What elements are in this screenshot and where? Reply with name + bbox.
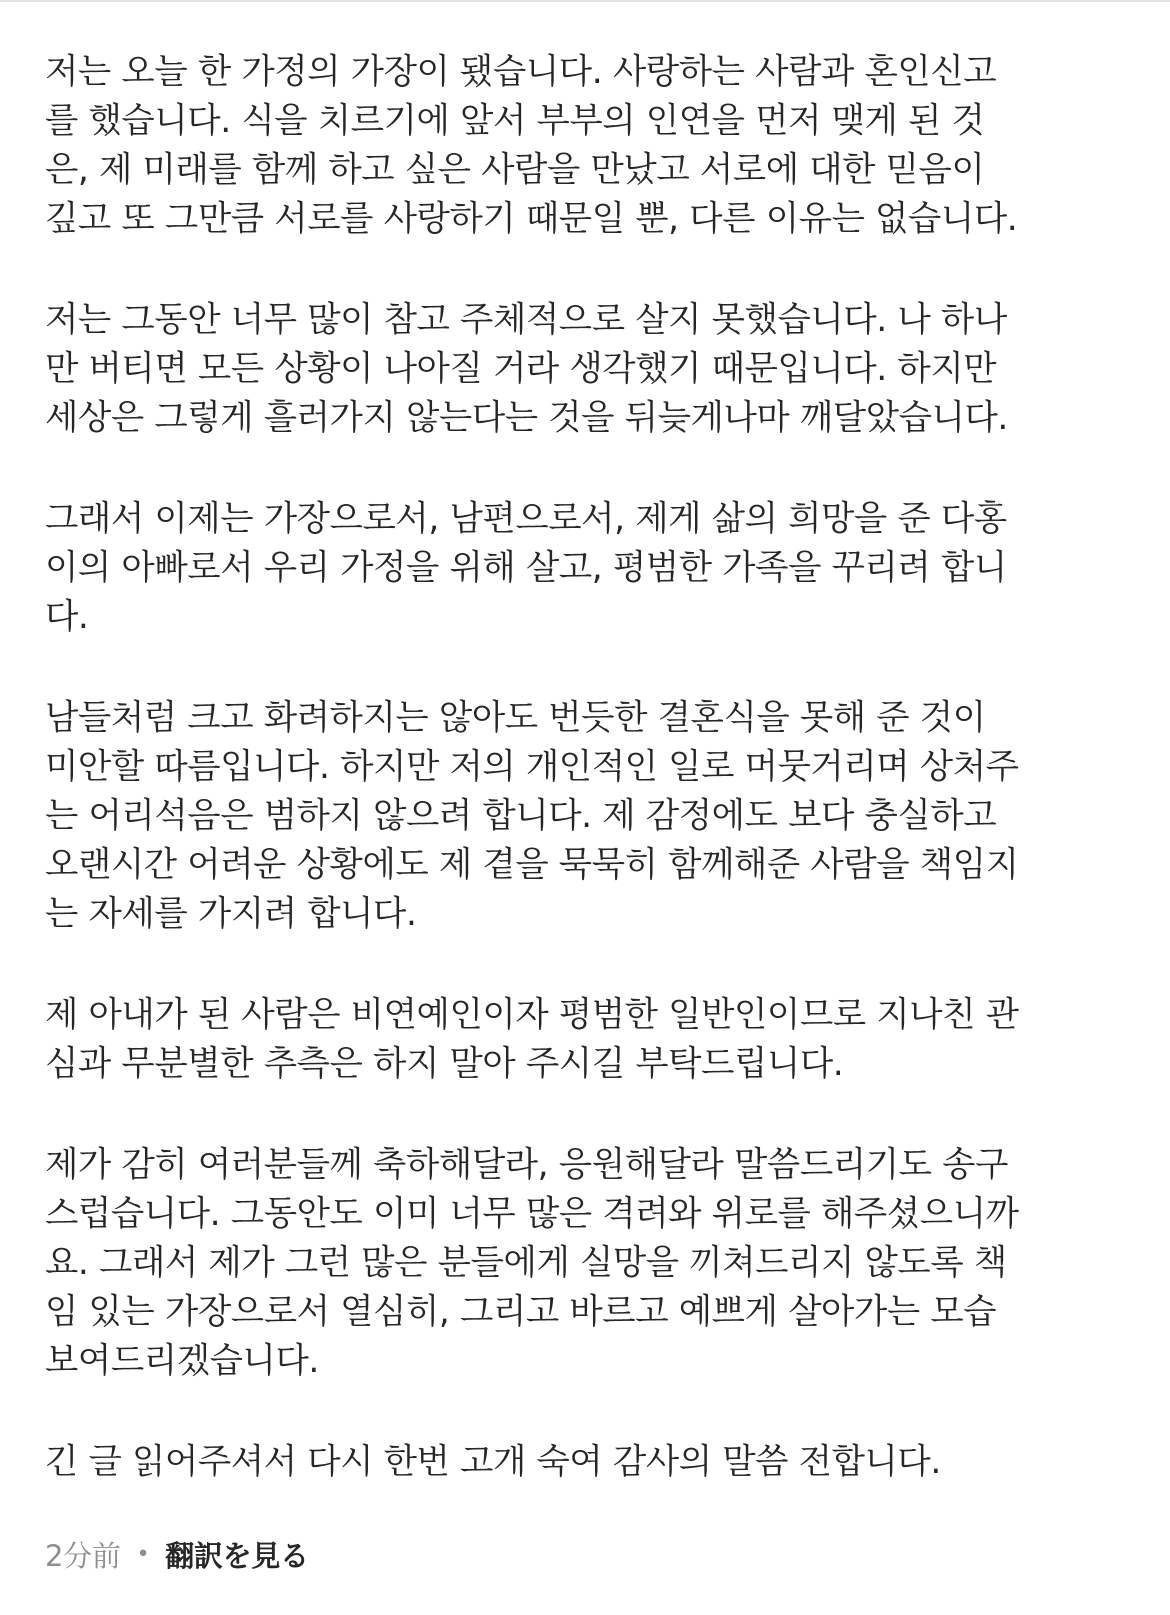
text-line: 만 버티면 모든 상황이 나아질 거라 생각했기 때문입니다. 하지만 (45, 349, 997, 389)
text-line: 저는 오늘 한 가정의 가장이 됐습니다. 사랑하는 사람과 혼인신고 (45, 52, 997, 92)
text-line: 는 어리석음은 범하지 않으려 합니다. 제 감정에도 보다 충실하고 (45, 796, 997, 836)
top-divider (0, 0, 1170, 2)
text-line: 보여드리겠습니다. (45, 1341, 319, 1381)
text-line: 미안할 따름입니다. 하지만 저의 개인적인 일로 머뭇거리며 상처주 (45, 747, 1019, 787)
text-line: 은, 제 미래를 함께 하고 싶은 사람을 만났고 서로에 대한 믿음이 (45, 150, 985, 190)
text-line: 는 자세를 가지려 합니다. (45, 894, 417, 934)
text-line: 를 했습니다. 식을 치르기에 앞서 부부의 인연을 먼저 맺게 된 것 (45, 101, 985, 141)
text-line: 이의 아빠로서 우리 가정을 위해 살고, 평범한 가족을 꾸리려 합니 (45, 548, 1007, 588)
text-line: 제가 감히 여러분들께 축하해달라, 응원해달라 말씀드리기도 송구 (45, 1145, 1008, 1185)
see-translation-link[interactable]: 翻訳を見る (165, 1538, 309, 1573)
text-line: 요. 그래서 제가 그런 많은 분들에게 실망을 끼쳐드리지 않도록 책 (45, 1243, 1007, 1283)
separator-dot: • (136, 1541, 150, 1567)
text-line: 심과 무분별한 추측은 하지 말아 주시길 부탁드립니다. (45, 1044, 844, 1084)
paragraph-3 (45, 495, 1135, 642)
paragraph-4 (45, 694, 1135, 939)
paragraph-1 (45, 48, 1135, 244)
paragraph-6 (45, 1141, 1135, 1386)
text-line: 남들처럼 크고 화려하지는 않아도 번듯한 결혼식을 못해 준 것이 (45, 698, 986, 738)
text-line: 제 아내가 된 사람은 비연예인이자 평범한 일반인이므로 지나친 관 (45, 995, 1019, 1035)
paragraph-7 (45, 1438, 1135, 1487)
text-line: 스럽습니다. 그동안도 이미 너무 많은 격려와 위로를 해주셨으니까 (45, 1194, 1019, 1234)
paragraph-5 (45, 991, 1135, 1089)
timestamp: 2分前 (45, 1538, 121, 1573)
post-meta-row (45, 1530, 309, 1578)
caption-text (45, 48, 1135, 1539)
text-line: 깊고 또 그만큼 서로를 사랑하기 때문일 뿐, 다른 이유는 없습니다. (45, 199, 1018, 239)
text-line: 오랜시간 어려운 상황에도 제 곁을 묵묵히 함께해준 사람을 책임지 (45, 845, 1019, 885)
text-line: 저는 그동안 너무 많이 참고 주체적으로 살지 못했습니다. 나 하나 (45, 300, 1007, 340)
text-line: 그래서 이제는 가장으로서, 남편으로서, 제게 삶의 희망을 준 다홍 (45, 499, 1007, 539)
text-line: 임 있는 가장으로서 열심히, 그리고 바르고 예쁘게 살아가는 모습 (45, 1292, 997, 1332)
text-line: 세상은 그렇게 흘러가지 않는다는 것을 뒤늦게나마 깨달았습니다. (45, 398, 1008, 438)
paragraph-2 (45, 296, 1135, 443)
text-line: 긴 글 읽어주셔서 다시 한번 고개 숙여 감사의 말씀 전합니다. (45, 1442, 941, 1482)
text-line: 다. (45, 597, 89, 637)
